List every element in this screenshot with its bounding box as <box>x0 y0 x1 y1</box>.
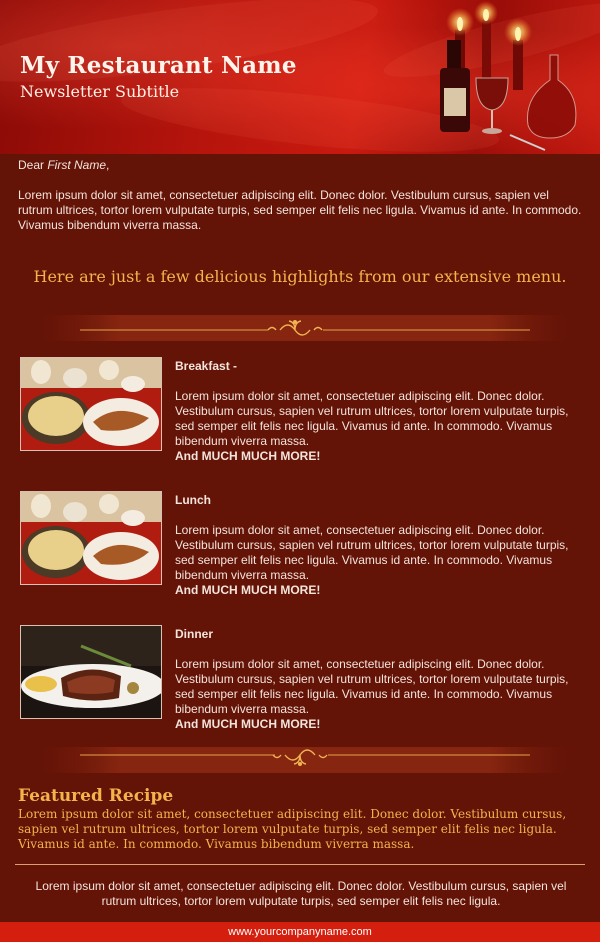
menu-item-name: Breakfast - <box>175 359 238 373</box>
highlights-heading: Here are just a few delicious highlights from our extensive menu. <box>33 267 567 286</box>
intro-paragraph: Lorem ipsum dolor sit amet, consectetuer adipiscing elit. Donec dolor. Vestibulum cursus, sapien vel rutrum ultrices, tortor lorem vulputate turpis, sed semper elit felis nec ligula. Vivamus id ante. In commodo. Vivamus bibendum viverra massa. <box>18 188 582 232</box>
menu-item-description: Lorem ipsum dolor sit amet, consectetuer adipiscing elit. Donec dolor. Vestibulum cursus, sapien vel rutrum ultrices, tortor lorem vulputate turpis, sed semper elit felis nec ligula. Vivamus id ante. In commodo. Vivamus bibendum viverra massa. <box>175 657 569 716</box>
dinner-photo <box>20 625 162 719</box>
breakfast-photo <box>20 357 162 451</box>
menu-item-name: Lunch <box>175 493 211 507</box>
header-banner <box>0 0 600 154</box>
ornament-divider <box>40 745 570 775</box>
footer-text: Lorem ipsum dolor sit amet, consectetuer adipiscing elit. Donec dolor. Vestibulum cursus, sapien vel rutrum ultrices, tortor lorem vulputate turpis, sed semper elit felis nec ligula. <box>35 879 567 908</box>
menu-item-lunch <box>18 491 584 597</box>
menu-item-description: Lorem ipsum dolor sit amet, consectetuer adipiscing elit. Donec dolor. Vestibulum cursus, sapien vel rutrum ultrices, tortor lorem vulputate turpis, sed semper elit felis nec ligula. Vivamus id ante. In commodo. Vivamus bibendum viverra massa. <box>175 523 569 582</box>
greeting-suffix: , <box>106 158 110 172</box>
menu-item-dinner <box>18 625 584 731</box>
lunch-photo <box>20 491 162 585</box>
menu-item-description: Lorem ipsum dolor sit amet, consectetuer adipiscing elit. Donec dolor. Vestibulum cursus, sapien vel rutrum ultrices, tortor lorem vulputate turpis, sed semper elit felis nec ligula. Vivamus id ante. In commodo. Vivamus bibendum viverra massa. <box>175 389 569 448</box>
menu-item-more: And MUCH MUCH MORE! <box>175 583 321 597</box>
featured-recipe-text: Lorem ipsum dolor sit amet, consectetuer adipiscing elit. Donec dolor. Vestibulum cursus, sapien vel rutrum ultrices, tortor lorem vulputate turpis, sed semper elit felis nec ligula. Vivamus id ante. In commodo. Vivamus bibendum viverra massa. <box>18 807 567 851</box>
greeting <box>18 158 109 172</box>
restaurant-title: My Restaurant Name <box>20 52 297 79</box>
menu-item-breakfast <box>18 357 584 463</box>
footer-rule <box>15 864 585 865</box>
footer-bar <box>0 922 600 942</box>
newsletter-subtitle: Newsletter Subtitle <box>20 82 180 101</box>
greeting-prefix: Dear <box>18 158 48 172</box>
featured-recipe-title: Featured Recipe <box>18 786 174 806</box>
greeting-name: First Name <box>47 158 107 172</box>
menu-item-more: And MUCH MUCH MORE! <box>175 449 321 463</box>
menu-item-more: And MUCH MUCH MORE! <box>175 717 321 731</box>
menu-item-name: Dinner <box>175 627 214 641</box>
ornament-divider <box>40 313 570 343</box>
wine-candles-image <box>400 0 600 154</box>
website-link[interactable]: www.yourcompanyname.com <box>228 926 372 938</box>
